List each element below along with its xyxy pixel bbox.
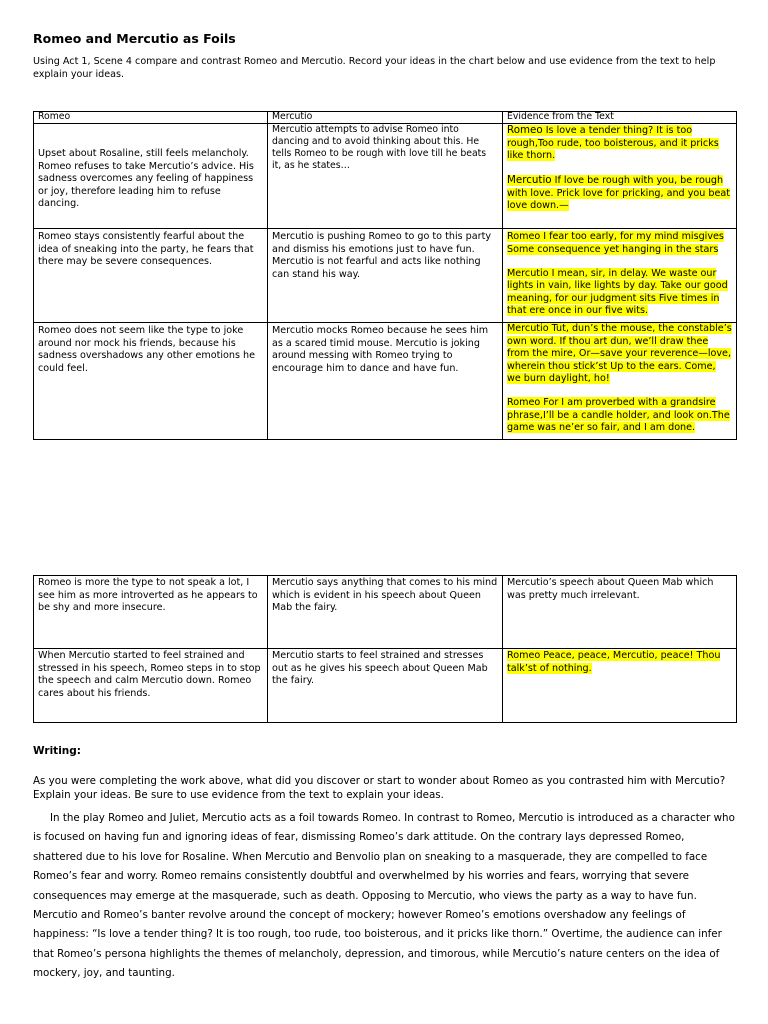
writing-heading: Writing:	[33, 745, 81, 757]
table-row	[34, 229, 737, 323]
instructions: Using Act 1, Scene 4 compare and contrast Romeo and Mercutio. Record your ideas in the chart below and use evidence from the text to help explain your ideas.	[33, 56, 716, 80]
essay-paragraph: In the play Romeo and Juliet, Mercutio acts as a foil towards Romeo. In contrast to Romeo, Mercutio is introduced as a character who is focused on having fun and ignoring ideas of fear, dismissing Romeo’s dark attitude. On the contrary lays depressed Romeo, shattered due to his love for Rosaline. When Mercutio and Benvolio plan on sneaking to a masquerade, they are compelled to face Romeo’s fear and worry. Romeo remains consistently doubtful and overwhelmed by his worries and fears, worrying that severe consequences may emerge at the masquerade, such as death. Opposing to Mercutio, who views the party as a way to have fun. Mercutio and Romeo’s banter revolve around the concept of mockery; however Romeo’s emotions overshadow any feelings of happiness: “Is love a tender thing? It is too rough, too rude, too boisterous, and it pricks like thorn.” Overtime, the audience can infer that Romeo’s persona highlights the themes of melancholy, depression, and timorous, while Mercutio’s nature centers on the idea of mockery, joy, and taunting.	[33, 812, 735, 980]
evidence-cell: Mercutio’s speech about Queen Mab which was pretty much irrelevant.	[503, 576, 737, 649]
mercutio-cell: Mercutio says anything that comes to his mind which is evident in his speech about Queen Mab the fairy.	[268, 576, 503, 649]
evidence-cell: Mercutio Tut, dun’s the mouse, the constable’s own word. If thou art dun, we’ll draw thee from the mire, Or—save your reverence—love, wherein thou stick’st Up to the ears. Come, we burn daylight, ho! Romeo For I am proverbed with a grandsire phrase,I’ll be a candle holder, and look on.The game was ne’er so fair, and I am done.	[503, 323, 737, 440]
romeo-cell: Romeo stays consistently fearful about the idea of sneaking into the party, he fears that there may be severe consequences.	[34, 229, 268, 323]
mercutio-cell: Mercutio is pushing Romeo to go to this party and dismiss his emotions just to have fun. Mercutio is not fearful and acts like nothing can stand his way.	[268, 229, 503, 323]
romeo-cell: When Mercutio started to feel strained and stressed in his speech, Romeo steps in to stop the speech and calm Mercutio down. Romeo cares about his friends.	[34, 649, 268, 723]
mercutio-cell: Mercutio mocks Romeo because he sees him as a scared timid mouse. Mercutio is joking around messing with Romeo trying to encourage him to dance and have fun.	[268, 323, 503, 440]
table-row	[34, 124, 737, 229]
comparison-chart-continued	[33, 575, 737, 723]
romeo-cell: Romeo is more the type to not speak a lot, I see him as more introverted as he appears to be shy and more insecure.	[34, 576, 268, 649]
page-title: Romeo and Mercutio as Foils	[33, 31, 236, 46]
evidence-cell: Romeo I fear too early, for my mind misgives Some consequence yet hanging in the stars Mercutio I mean, sir, in delay. We waste our lights in vain, like lights by day. Take our good meaning, for our judgment sits Five times in that ere once in our five wits.	[503, 229, 737, 323]
table-row	[34, 649, 737, 723]
comparison-chart	[33, 111, 737, 440]
mercutio-cell: Mercutio starts to feel strained and stresses out as he gives his speech about Queen Mab the fairy.	[268, 649, 503, 723]
header-evidence: Evidence from the Text	[503, 112, 737, 124]
romeo-cell: Romeo does not seem like the type to joke around nor mock his friends, because his sadness overshadows any other emotions he could feel.	[34, 323, 268, 440]
speaker-label: Romeo	[507, 124, 543, 136]
evidence-cell: Romeo Is love a tender thing? It is too rough,Too rude, too boisterous, and it pricks like thorn. Mercutio If love be rough with you, be rough with love. Prick love for pricking, and you beat love down.—	[503, 124, 737, 229]
mercutio-cell: Mercutio attempts to advise Romeo into dancing and to avoid thinking about this. He tells Romeo to be rough with love till he beats it, as he states…	[268, 124, 503, 229]
table-row	[34, 576, 737, 649]
speaker-label: Mercutio	[507, 174, 552, 186]
evidence-cell: Romeo Peace, peace, Mercutio, peace! Thou talk’st of nothing.	[503, 649, 737, 723]
header-romeo: Romeo	[34, 112, 268, 124]
writing-prompt: As you were completing the work above, what did you discover or start to wonder about Romeo as you contrasted him with Mercutio? Explain your ideas. Be sure to use evidence from the text to explain your ideas.	[33, 775, 726, 801]
romeo-cell: Upset about Rosaline, still feels melancholy. Romeo refuses to take Mercutio’s advice. His sadness overcomes any feeling of happiness or joy, therefore leading him to refuse dancing.	[34, 124, 268, 229]
header-mercutio: Mercutio	[268, 112, 503, 124]
table-row	[34, 323, 737, 440]
